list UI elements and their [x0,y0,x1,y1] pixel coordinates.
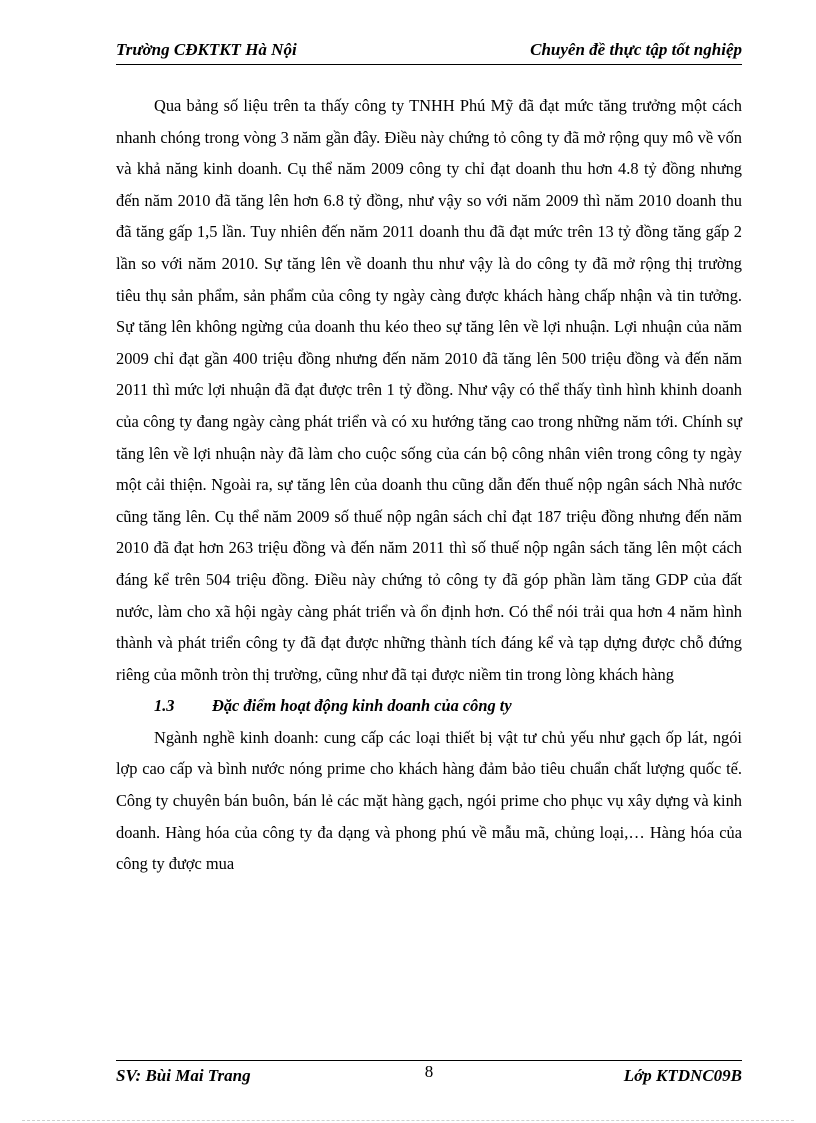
page-footer [116,1064,742,1088]
header-school-name: Trường CĐKTKT Hà Nội [116,40,297,59]
footer-divider [116,1060,742,1061]
section-title: Đặc điểm hoạt động kinh doanh của công ty [212,696,512,716]
page-header [116,38,742,65]
page-bottom-divider [22,1120,794,1121]
section-number: 1.3 [154,696,175,716]
footer-student-name: SV: Bùi Mai Trang [116,1066,251,1085]
page-body [116,90,742,880]
section-heading [116,690,742,722]
footer-class-code: Lớp KTDNC09B [623,1066,742,1085]
page-number: 8 [424,1062,434,1081]
body-paragraph-1: Qua bảng số liệu trên ta thấy công ty TNHH Phú Mỹ đã đạt mức tăng trưởng một cách nhanh chóng trong vòng 3 năm gần đây. Điều này chứng tỏ công ty đã mở rộng quy mô về vốn và khả năng kinh doanh. Cụ thể năm 2009 công ty chỉ đạt doanh thu hơn 4.8 tỷ đồng nhưng đến năm 2010 đã tăng lên hơn 6.8 tỷ đồng, như vậy so với năm 2009 thì năm 2010 doanh thu đã tăng gấp 1,5 lần. Tuy nhiên đến năm 2011 doanh thu đã đạt mức trên 13 tỷ đồng tăng gấp 2 lần so với năm 2010. Sự tăng lên về doanh thu như vậy là do công ty đã mở rộng thị trường tiêu thụ sản phẩm, sản phẩm của công ty ngày càng được khách hàng chấp nhận và tin tưởng. Sự tăng lên không ngừng của doanh thu kéo theo sự tăng lên về lợi nhuận. Lợi nhuận của năm 2009 chỉ đạt gần 400 triệu đồng nhưng đến năm 2010 đã tăng lên 500 triệu đồng và đến năm 2011 thì mức lợi nhuận đã đạt được trên 1 tỷ đồng. Như vậy có thể thấy tình hình khinh doanh của công ty đang ngày càng phát triển và có xu hướng tăng cao trong những năm tới. Chính sự tăng lên về lợi nhuận này đã làm cho cuộc sống của cán bộ công nhân viên trong công ty ngày một cải thiện. Ngoài ra, sự tăng lên của doanh thu cũng dẫn đến thuế nộp ngân sách Nhà nước cũng tăng lên. Cụ thể năm 2009 số thuế nộp ngân sách chỉ đạt 187 triệu đồng nhưng đến năm 2010 đã đạt hơn 263 triệu đồng và đến năm 2011 thì số thuế nộp ngân sách tăng lên một cách đáng kể trên 504 triệu đồng. Điều này chứng tỏ công ty đã góp phần làm tăng GDP của đất nước, làm cho xã hội ngày càng phát triển và ổn định hơn. Có thể nói trải qua hơn 4 năm hình thành và phát triển công ty đã đạt được những thành tích đáng kể và tạp dựng được chỗ đứng riêng của mõnh tròn thị trường, cũng như đã tại được niềm tin trong lòng khách hàng [116,96,742,684]
body-paragraph-2: Ngành nghề kinh doanh: cung cấp các loại thiết bị vật tư chủ yếu như gạch ốp lát, ngói lợp cao cấp và bình nước nóng prime cho khách hàng đảm bảo tiêu chuẩn chất lượng quốc tế. Công ty chuyên bán buôn, bán lẻ các mặt hàng gạch, ngói prime cho phục vụ xây dựng và kinh doanh. Hàng hóa của công ty đa dạng và phong phú về mẫu mã, chủng loại,… Hàng hóa của công ty được mua [116,727,742,874]
header-report-title: Chuyên đề thực tập tốt nghiệp [530,40,742,59]
